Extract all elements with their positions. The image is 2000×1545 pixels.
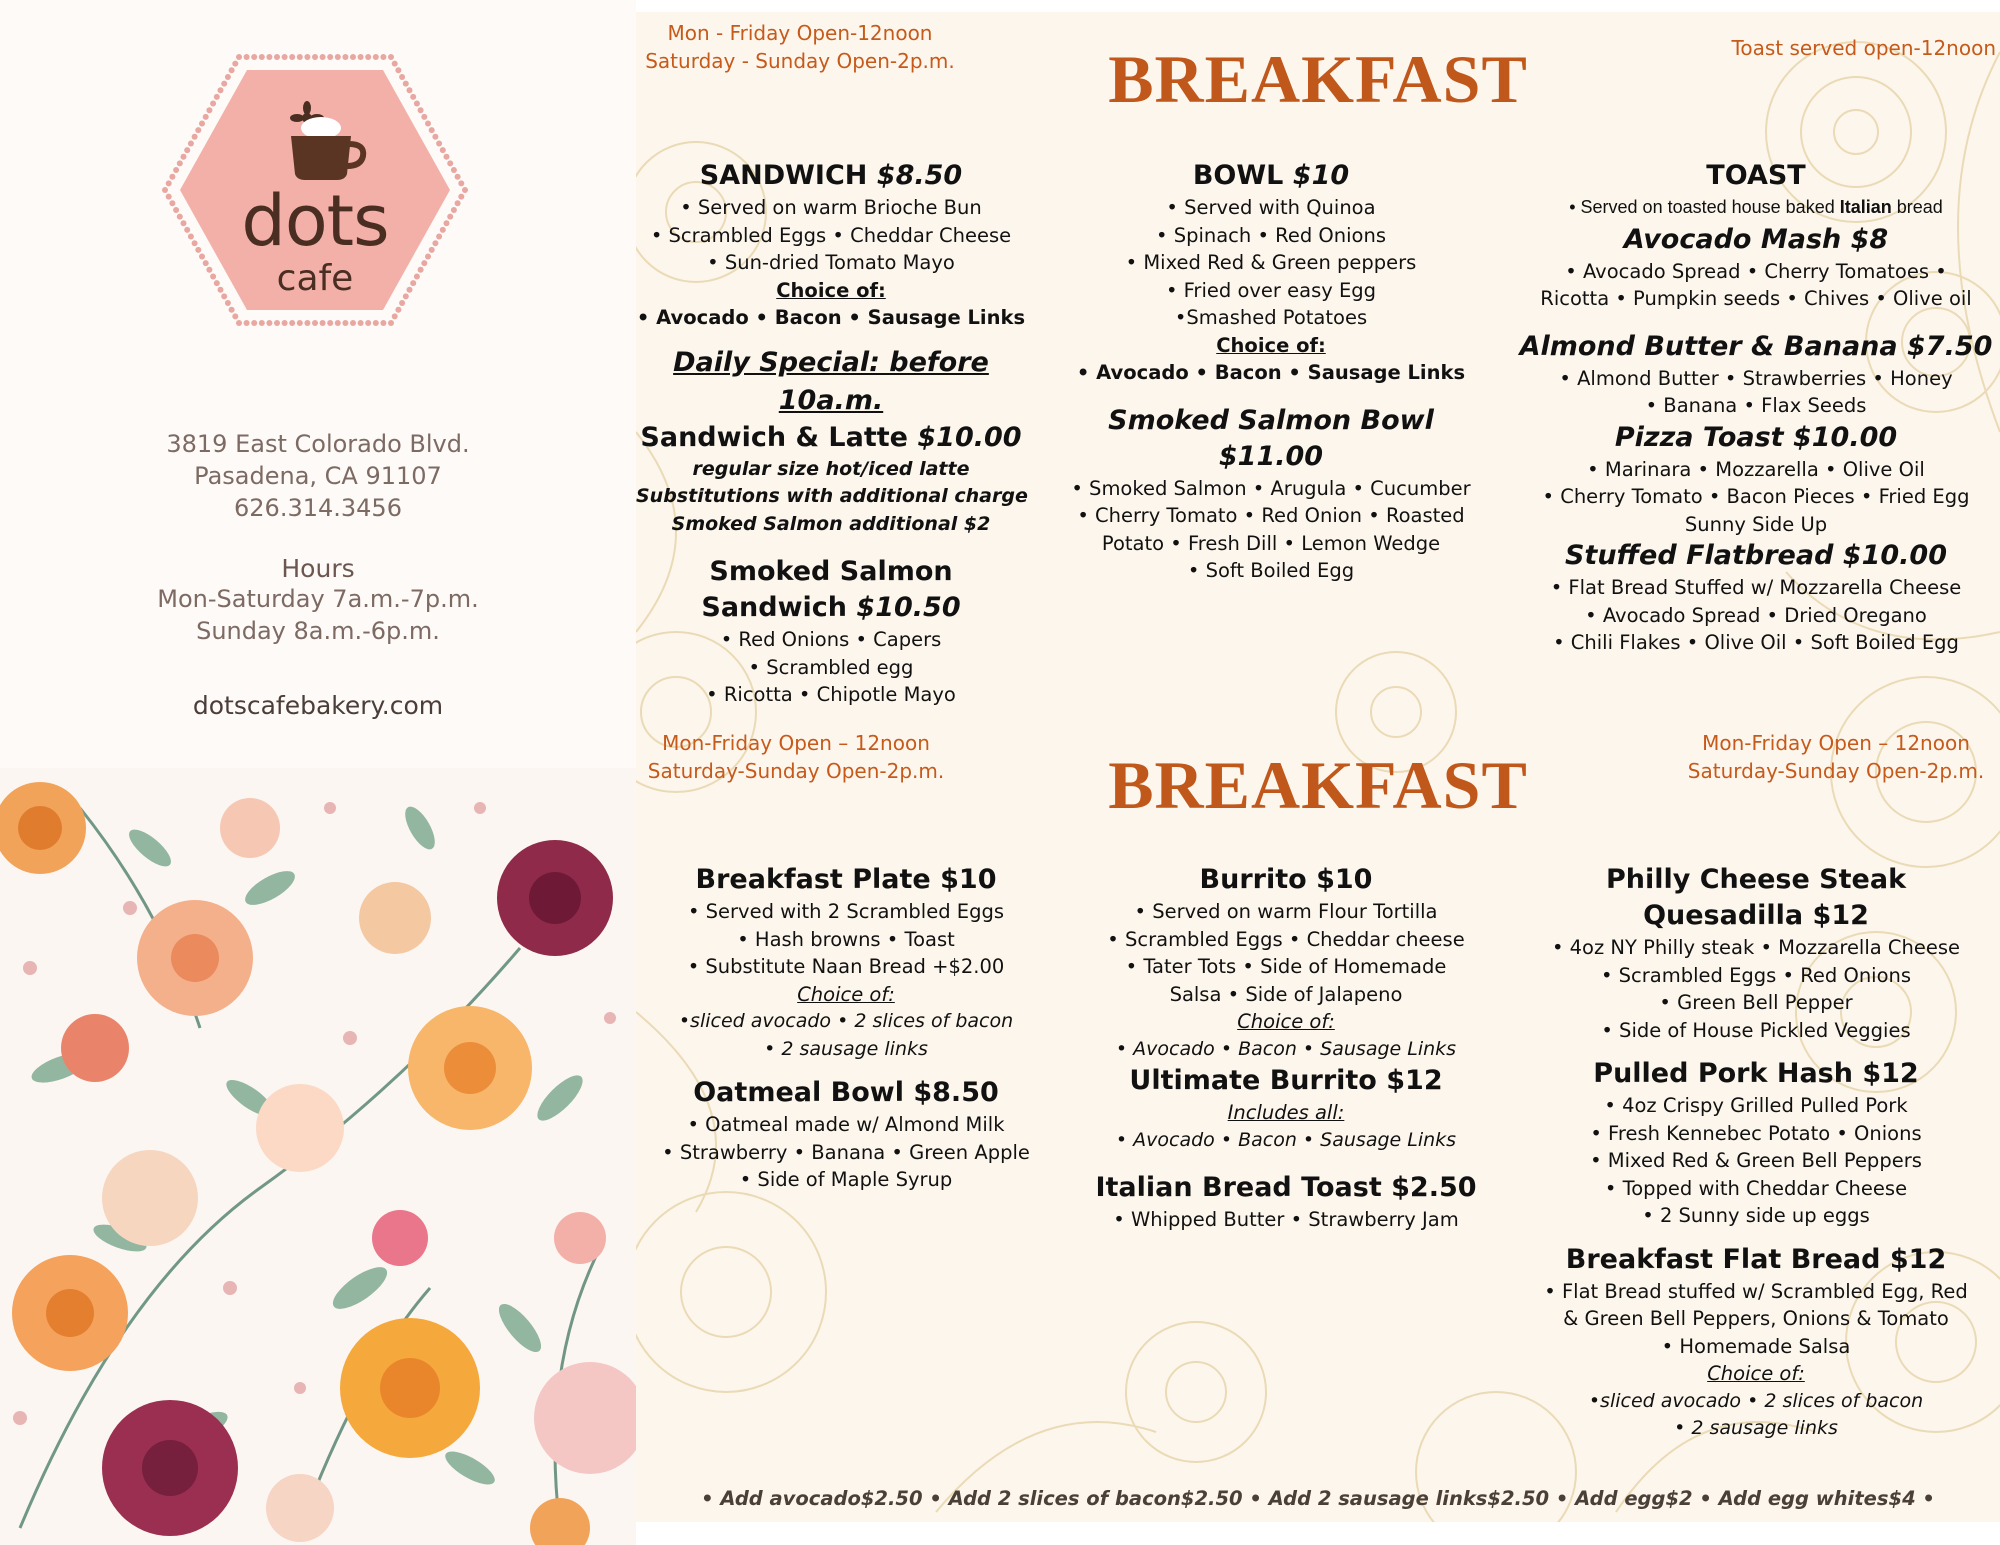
sandwich-choice-heading: Choice of: (776, 278, 886, 302)
logo-border-dot (259, 320, 265, 326)
sandwich-line: • Scrambled Eggs • Cheddar Cheese (650, 223, 1012, 247)
logo-border-dot (289, 54, 295, 60)
bowl-line: • Mixed Red & Green peppers (1125, 251, 1417, 274)
top-hours-line-1: Mon - Friday Open-12noon (667, 21, 933, 45)
hours-line-1: Mon-Saturday 7a.m.-7p.m. (157, 585, 479, 613)
logo-border-dot (251, 320, 257, 326)
salmon-sandwich-line: • Ricotta • Chipotle Mayo (706, 683, 956, 706)
logo-border-dot (266, 320, 272, 326)
logo-border-dot (203, 114, 209, 120)
logo-border-dot (225, 300, 231, 306)
logo-border-dot (447, 160, 453, 166)
watercolor-flowers-image (0, 768, 636, 1545)
sandwich-latte-title: Sandwich & Latte $10.00 (640, 421, 1022, 453)
breakfast-flat-bread-title: Breakfast Flat Bread $12 (1565, 1243, 1947, 1275)
flat-choice-heading: Choice of: (1707, 1362, 1805, 1385)
logo-border-dot (188, 234, 194, 240)
salmon-bowl-line: • Cherry Tomato • Red Onion • Roasted (1077, 504, 1465, 527)
bottom-column-3 (1516, 862, 1996, 1443)
plate-line: • Served with 2 Scrambled Eggs (687, 900, 1005, 923)
bottom-column-1 (636, 862, 1056, 1194)
bowl-title: BOWL $10 (1192, 160, 1350, 191)
bowl-choice-options: • Avocado • Bacon • Sausage Links (1076, 361, 1466, 384)
logo-border-dot (414, 101, 420, 107)
pizza-toast-title: Pizza Toast $10.00 (1614, 421, 1898, 453)
toast-title: TOAST (1706, 160, 1806, 191)
burrito-line: Salsa • Side of Jalapeno (1169, 982, 1403, 1006)
logo-border-dot (177, 160, 183, 166)
hours-heading: Hours (281, 554, 355, 583)
ultimate-burrito-title: Ultimate Burrito $12 (1129, 1065, 1443, 1096)
burrito-line: • Tater Tots • Side of Homemade (1125, 955, 1447, 978)
website-link[interactable]: dotscafebakery.com (192, 691, 444, 720)
logo-border-dot (327, 320, 333, 326)
logo-border-dot (181, 220, 187, 226)
logo-border-dot (221, 81, 227, 87)
logo-border-dot (192, 134, 198, 140)
logo-border-dot (169, 174, 175, 180)
logo-border-dot (251, 54, 257, 60)
logo-border-dot (335, 320, 341, 326)
logo (135, 30, 495, 350)
logo-border-dot (458, 180, 464, 186)
burrito-line: • Served on warm Flour Tortilla (1134, 900, 1438, 923)
toast-hours-notice: Toast served open-12noon (1731, 36, 1996, 60)
flat-line: • Homemade Salsa (1661, 1334, 1851, 1358)
flatbread-line: • Chili Flakes • Olive Oil • Soft Boiled Egg (1553, 631, 1959, 654)
avocado-line: • Avocado Spread • Cherry Tomatoes • (1565, 259, 1947, 283)
salmon-bowl-line: • Smoked Salmon • Arugula • Cucumber (1071, 476, 1471, 500)
bowl-choice-heading: Choice of: (1216, 333, 1326, 357)
salmon-sandwich-title-2: Sandwich $10.50 (701, 592, 961, 623)
logo-border-dot (210, 101, 216, 107)
logo-border-dot (225, 74, 231, 80)
logo-border-dot (380, 320, 386, 326)
logo-border-dot (195, 127, 201, 133)
logo-border-dot (365, 320, 371, 326)
plate-choice-line: •sliced avocado • 2 slices of bacon (678, 1010, 1014, 1032)
logo-border-dot (395, 307, 401, 313)
flatbread-line: • Avocado Spread • Dried Oregano (1585, 603, 1927, 627)
ultimate-includes-options: • Avocado • Bacon • Sausage Links (1115, 1128, 1457, 1151)
logo-border-dot (173, 207, 179, 213)
logo-border-dot (274, 320, 280, 326)
logo-border-dot (162, 187, 168, 193)
logo-border-dot (425, 121, 431, 127)
burrito-title: Burrito $10 (1199, 864, 1373, 895)
logo-wordmark: dots (241, 180, 389, 262)
salmon-bowl-line: • Soft Boiled Egg (1187, 559, 1355, 582)
top-column-1 (636, 158, 1026, 709)
flat-choice-line: •sliced avocado • 2 slices of bacon (1588, 1389, 1924, 1412)
flat-choice-line: • 2 sausage links (1674, 1417, 1838, 1439)
logo-border-dot (392, 313, 398, 319)
philly-line: • 4oz NY Philly steak • Mozzarella Cheese (1551, 936, 1961, 959)
ultimate-includes-heading: Includes all: (1227, 1101, 1345, 1124)
special-note: Substitutions with additional charge (636, 485, 1028, 507)
logo-border-dot (447, 214, 453, 220)
sandwich-line: • Sun-dried Tomato Mayo (707, 251, 955, 274)
logo-border-dot (440, 227, 446, 233)
almond-butter-title: Almond Butter & Banana $7.50 (1519, 330, 1993, 362)
logo-border-dot (436, 234, 442, 240)
sandwich-choice-options: • Avocado • Bacon • Sausage Links (636, 306, 1026, 329)
logo-border-dot (392, 61, 398, 67)
bowl-line: • Fried over easy Egg (1165, 278, 1377, 302)
logo-border-dot (373, 54, 379, 60)
logo-border-dot (199, 121, 205, 127)
logo-border-dot (232, 313, 238, 319)
logo-border-dot (282, 54, 288, 60)
top-hours-line-2: Saturday - Sunday Open-2p.m. (645, 49, 955, 73)
top-column-3 (1516, 158, 1996, 657)
flatbread-line: • Flat Bread Stuffed w/ Mozzarella Cheese (1550, 576, 1962, 599)
pork-line: • Topped with Cheddar Cheese (1604, 1176, 1908, 1200)
address-line-2: Pasadena, CA 91107 (194, 462, 442, 490)
logo-border-dot (440, 147, 446, 153)
logo-border-dot (410, 94, 416, 100)
logo-border-dot (451, 167, 457, 173)
logo-border-dot (297, 54, 303, 60)
logo-border-dot (432, 134, 438, 140)
logo-border-dot (350, 54, 356, 60)
logo-border-dot (365, 54, 371, 60)
logo-border-dot (218, 87, 224, 93)
bowl-line: • Served with Quinoa (1166, 196, 1376, 219)
logo-border-dot (214, 94, 220, 100)
contact-block (0, 428, 636, 720)
daily-special-heading: Daily Special: before 10a.m. (673, 346, 989, 416)
bottom-breakfast-title: BREAKFAST (1108, 747, 1528, 823)
phone-number: 626.314.3456 (234, 494, 402, 522)
bottom-left-hours-line-1: Mon-Friday Open – 12noon (662, 731, 930, 755)
pork-line: • 4oz Crispy Grilled Pulled Pork (1604, 1094, 1908, 1117)
pizza-line: • Cherry Tomato • Bacon Pieces • Fried Egg (1542, 485, 1970, 508)
logo-border-dot (282, 320, 288, 326)
almond-line: • Banana • Flax Seeds (1645, 394, 1867, 417)
italian-line: • Whipped Butter • Strawberry Jam (1113, 1208, 1459, 1231)
logo-border-dot (335, 54, 341, 60)
special-note: Smoked Salmon additional $2 (671, 512, 991, 535)
philly-title-2: Quesadilla $12 (1643, 900, 1869, 931)
logo-border-dot (229, 307, 235, 313)
salmon-sandwich-line: • Scrambled egg (748, 655, 914, 679)
breakfast-plate-title: Breakfast Plate $10 (695, 864, 997, 895)
logo-border-dot (388, 320, 394, 326)
logo-border-dot (342, 54, 348, 60)
bottom-column-2 (1076, 862, 1496, 1234)
burrito-choice-heading: Choice of: (1237, 1010, 1335, 1033)
logo-border-dot (444, 154, 450, 160)
logo-border-dot (451, 207, 457, 213)
oatmeal-line: • Oatmeal made w/ Almond Milk (687, 1113, 1005, 1136)
burrito-line: • Scrambled Eggs • Cheddar cheese (1107, 927, 1465, 951)
address-line-1: 3819 East Colorado Blvd. (166, 430, 470, 458)
top-column-2 (1066, 158, 1476, 585)
bottom-right-hours-line-2: Saturday-Sunday Open-2p.m. (1687, 759, 1985, 783)
logo-border-dot (244, 320, 250, 326)
logo-border-dot (418, 107, 424, 113)
logo-border-dot (350, 320, 356, 326)
oatmeal-line: • Strawberry • Banana • Green Apple (662, 1140, 1030, 1164)
logo-border-dot (188, 140, 194, 146)
plate-choice-heading: Choice of: (797, 982, 895, 1006)
bottom-left-hours-line-2: Saturday-Sunday Open-2p.m. (647, 759, 945, 783)
logo-border-dot (232, 61, 238, 67)
stuffed-flatbread-title: Stuffed Flatbread $10.00 (1564, 540, 1947, 571)
salmon-sandwich-line: • Red Onions • Capers (720, 628, 942, 651)
logo-border-dot (184, 227, 190, 233)
logo-border-dot (407, 87, 413, 93)
bottom-right-hours-line-1: Mon-Friday Open – 12noon (1702, 731, 1970, 755)
logo-border-dot (173, 167, 179, 173)
logo-border-dot (304, 54, 310, 60)
logo-border-dot (358, 54, 364, 60)
top-breakfast-title: BREAKFAST (1108, 41, 1528, 117)
logo-border-dot (244, 54, 250, 60)
menu-page (636, 12, 2000, 1522)
logo-border-dot (388, 54, 394, 60)
logo-border-dot (444, 220, 450, 226)
logo-border-dot (177, 214, 183, 220)
logo-border-dot (259, 54, 265, 60)
plate-choice-line: • 2 sausage links (764, 1037, 928, 1060)
italian-bread-toast-title: Italian Bread Toast $2.50 (1095, 1172, 1477, 1203)
logo-border-dot (184, 147, 190, 153)
logo-border-dot (458, 194, 464, 200)
floral-illustration (0, 768, 636, 1545)
logo-border-dot (403, 81, 409, 87)
pork-line: • Mixed Red & Green Bell Peppers (1590, 1149, 1922, 1172)
logo-border-dot (266, 54, 272, 60)
flat-line: & Green Bell Peppers, Onions & Tomato (1563, 1307, 1949, 1330)
logo-border-dot (274, 54, 280, 60)
logo-border-dot (304, 320, 310, 326)
philly-line: • Side of House Pickled Veggies (1601, 1018, 1911, 1042)
add-ons-footer: • Add avocado$2.50 • Add 2 slices of bacon$2.50 • Add 2 sausage links$2.50 • Add egg$2 • Add egg whites$4 • (701, 1487, 1935, 1510)
logo-border-dot (395, 67, 401, 73)
logo-border-dot (399, 74, 405, 80)
plate-line: • Substitute Naan Bread +$2.00 (687, 955, 1005, 978)
logo-border-dot (236, 320, 242, 326)
philly-line: • Green Bell Pepper (1659, 991, 1853, 1014)
logo-border-dot (373, 320, 379, 326)
cafe-info-panel (0, 0, 636, 1545)
toast-note: • Served on toasted house baked Italian bread (1569, 197, 1943, 217)
pizza-line: • Marinara • Mozzarella • Olive Oil (1587, 457, 1925, 481)
logo-border-dot (462, 187, 468, 193)
sandwich-line: • Served on warm Brioche Bun (680, 196, 982, 219)
logo-border-dot (320, 54, 326, 60)
logo-border-dot (229, 67, 235, 73)
logo-border-dot (289, 320, 295, 326)
logo-border-dot (342, 320, 348, 326)
salmon-sandwich-title-1: Smoked Salmon (709, 556, 953, 587)
oatmeal-bowl-title: Oatmeal Bowl $8.50 (693, 1077, 999, 1108)
logo-border-dot (169, 200, 175, 206)
pork-line: • Fresh Kennebec Potato • Onions (1590, 1121, 1922, 1145)
logo-border-dot (429, 127, 435, 133)
pulled-pork-title: Pulled Pork Hash $12 (1593, 1058, 1919, 1089)
bowl-line: • Spinach • Red Onions (1156, 223, 1386, 247)
logo-border-dot (399, 300, 405, 306)
logo-border-dot (312, 320, 318, 326)
logo-border-dot (312, 54, 318, 60)
logo-border-dot (236, 54, 242, 60)
plate-line: • Hash browns • Toast (737, 927, 955, 951)
salmon-bowl-line: Potato • Fresh Dill • Lemon Wedge (1101, 531, 1441, 555)
pizza-line: Sunny Side Up (1684, 512, 1828, 536)
salmon-bowl-title: Smoked Salmon Bowl $11.00 (1108, 404, 1434, 472)
logo-border-dot (380, 54, 386, 60)
logo-border-dot (181, 154, 187, 160)
almond-line: • Almond Butter • Strawberries • Honey (1559, 366, 1953, 390)
logo-border-dot (421, 114, 427, 120)
avocado-line: Ricotta • Pumpkin seeds • Chives • Olive oil (1540, 287, 1972, 310)
pork-line: • 2 Sunny side up eggs (1642, 1204, 1870, 1227)
bowl-line: •Smashed Potatoes (1174, 306, 1368, 329)
logo-border-dot (297, 320, 303, 326)
logo-border-dot (455, 200, 461, 206)
logo-border-dot (358, 320, 364, 326)
philly-line: • Scrambled Eggs • Red Onions (1600, 963, 1912, 987)
flat-line: • Flat Bread stuffed w/ Scrambled Egg, Red (1544, 1279, 1968, 1303)
logo-border-dot (436, 140, 442, 146)
logo-border-dot (206, 107, 212, 113)
sandwich-title: SANDWICH $8.50 (699, 160, 963, 191)
hours-line-2: Sunday 8a.m.-6p.m. (196, 617, 440, 645)
logo-border-dot (327, 54, 333, 60)
burrito-choice-options: • Avocado • Bacon • Sausage Links (1115, 1037, 1457, 1060)
logo-border-dot (455, 174, 461, 180)
logo-subtext: cafe (276, 258, 354, 299)
logo-border-dot (166, 194, 172, 200)
philly-title-1: Philly Cheese Steak (1605, 864, 1907, 895)
avocado-mash-title: Avocado Mash $8 (1623, 223, 1889, 255)
logo-border-dot (166, 180, 172, 186)
logo-border-dot (320, 320, 326, 326)
oatmeal-line: • Side of Maple Syrup (739, 1168, 953, 1191)
special-note: regular size hot/iced latte (692, 457, 970, 480)
